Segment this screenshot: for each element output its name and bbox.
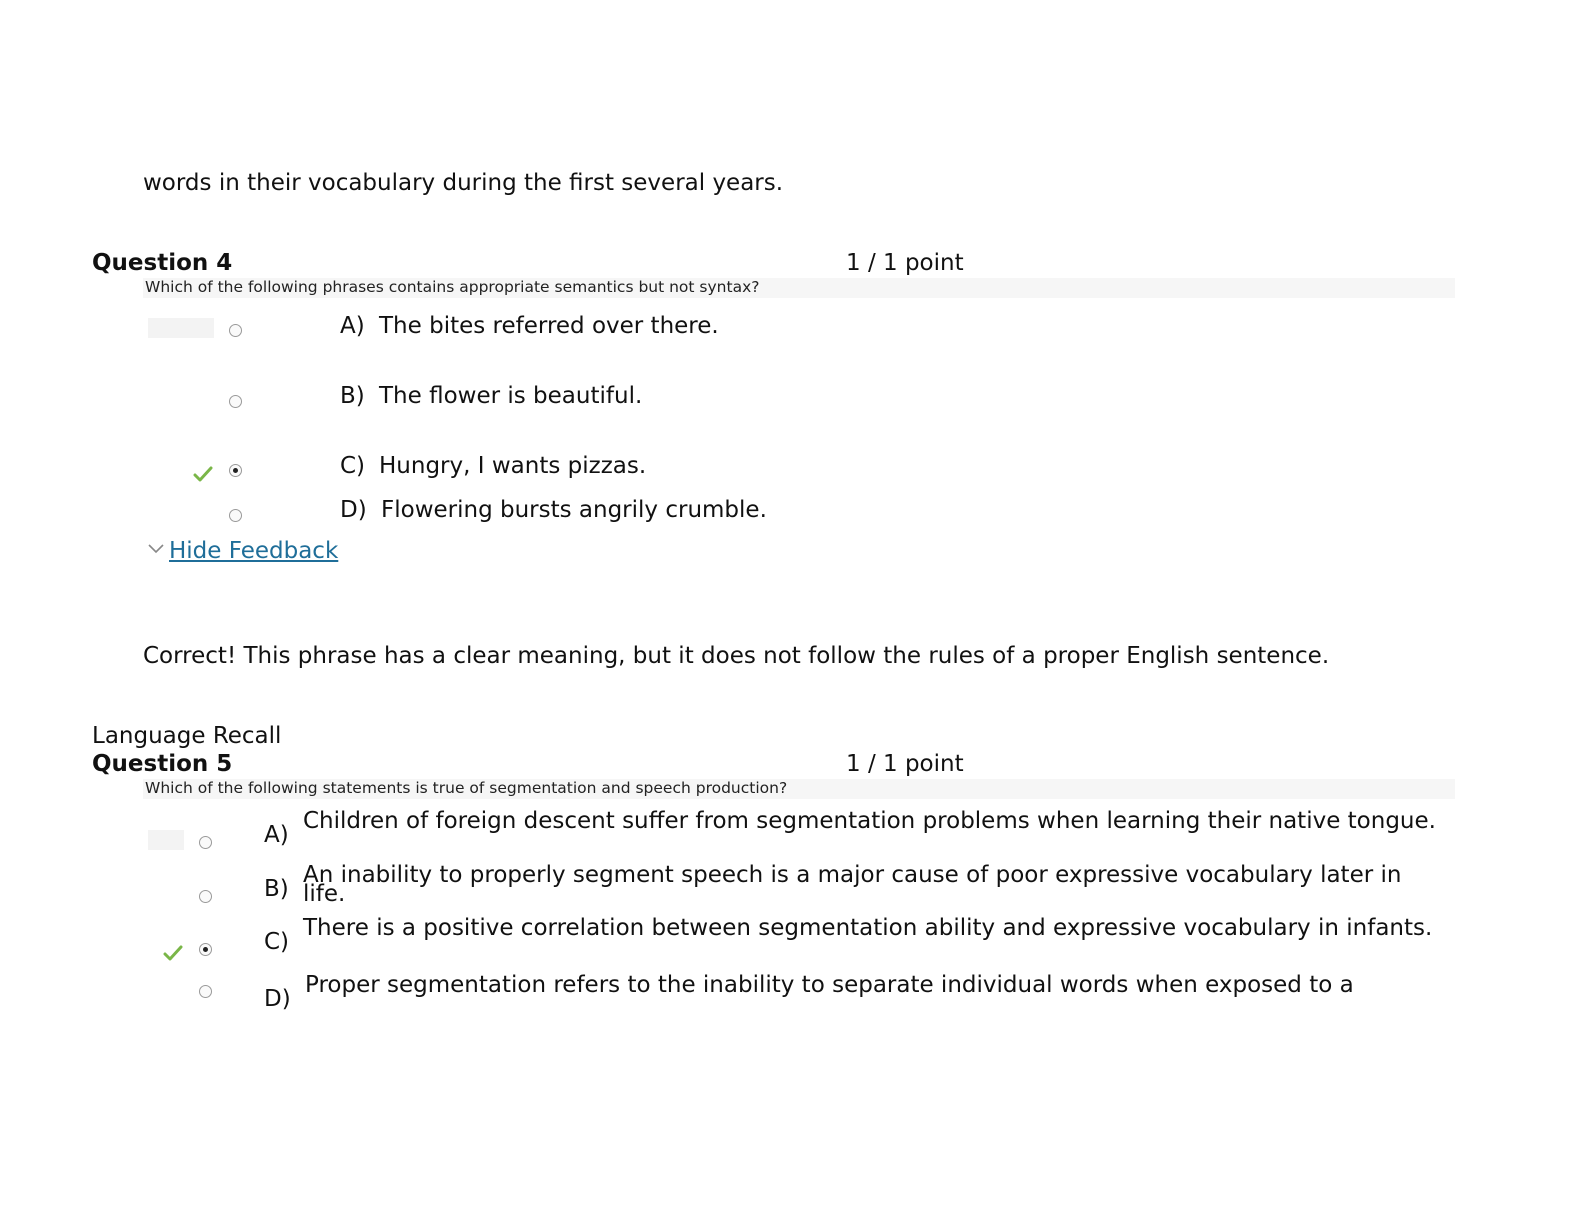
q5-option-c-radio[interactable] <box>199 943 212 956</box>
q4-option-b-radio[interactable] <box>229 395 242 408</box>
q5-option-b-letter: B) <box>264 876 289 902</box>
q5-option-d-text: Proper segmentation refers to the inability to separate individual words when exposed to a <box>305 972 1354 998</box>
q4-option-d-text: Flowering bursts angrily crumble. <box>381 497 767 523</box>
q5-option-a-letter: A) <box>264 822 289 848</box>
section-label: Language Recall <box>92 723 282 749</box>
question-4-title: Question 4 <box>92 250 233 276</box>
question-4-prompt: Which of the following phrases contains appropriate semantics but not syntax? <box>145 278 760 296</box>
q5-option-c-text: There is a positive correlation between segmentation ability and expressive vocabulary in infants. <box>303 915 1433 941</box>
q5-option-d-radio[interactable] <box>199 985 212 998</box>
q4-option-a-letter: A) <box>340 313 365 339</box>
q4-option-c-radio[interactable] <box>229 464 242 477</box>
question-5-title: Question 5 <box>92 751 233 777</box>
chevron-down-icon[interactable] <box>147 543 165 555</box>
q4-option-a-radio[interactable] <box>229 324 242 337</box>
answer-status-box <box>148 318 214 338</box>
previous-feedback-text: words in their vocabulary during the first several years. <box>143 170 784 196</box>
hide-feedback-link[interactable]: Hide Feedback <box>169 538 339 564</box>
question-5-prompt: Which of the following statements is true of segmentation and speech production? <box>145 779 788 797</box>
answer-status-box <box>148 830 184 850</box>
q5-option-a-radio[interactable] <box>199 836 212 849</box>
question-4-feedback: Correct! This phrase has a clear meaning, but it does not follow the rules of a proper English sentence. <box>143 643 1330 669</box>
q4-option-b-letter: B) <box>340 383 365 409</box>
question-5-points: 1 / 1 point <box>846 751 964 777</box>
q5-option-d-letter: D) <box>264 986 291 1012</box>
q4-option-b-text: The flower is beautiful. <box>379 383 643 409</box>
q5-option-c-letter: C) <box>264 929 290 955</box>
checkmark-icon <box>193 466 213 482</box>
q4-option-c-text: Hungry, I wants pizzas. <box>379 453 647 479</box>
question-4-points: 1 / 1 point <box>846 250 964 276</box>
q5-option-b-text: An inability to properly segment speech is a major cause of poor expressive vocabulary later in life. <box>303 862 1402 907</box>
q4-option-d-radio[interactable] <box>229 509 242 522</box>
q5-option-a-text: Children of foreign descent suffer from segmentation problems when learning their native tongue. <box>303 808 1436 834</box>
q4-option-a-text: The bites referred over there. <box>379 313 719 339</box>
q5-option-b-radio[interactable] <box>199 890 212 903</box>
q4-option-d-letter: D) <box>340 497 367 523</box>
checkmark-icon <box>163 945 183 961</box>
q4-option-c-letter: C) <box>340 453 366 479</box>
